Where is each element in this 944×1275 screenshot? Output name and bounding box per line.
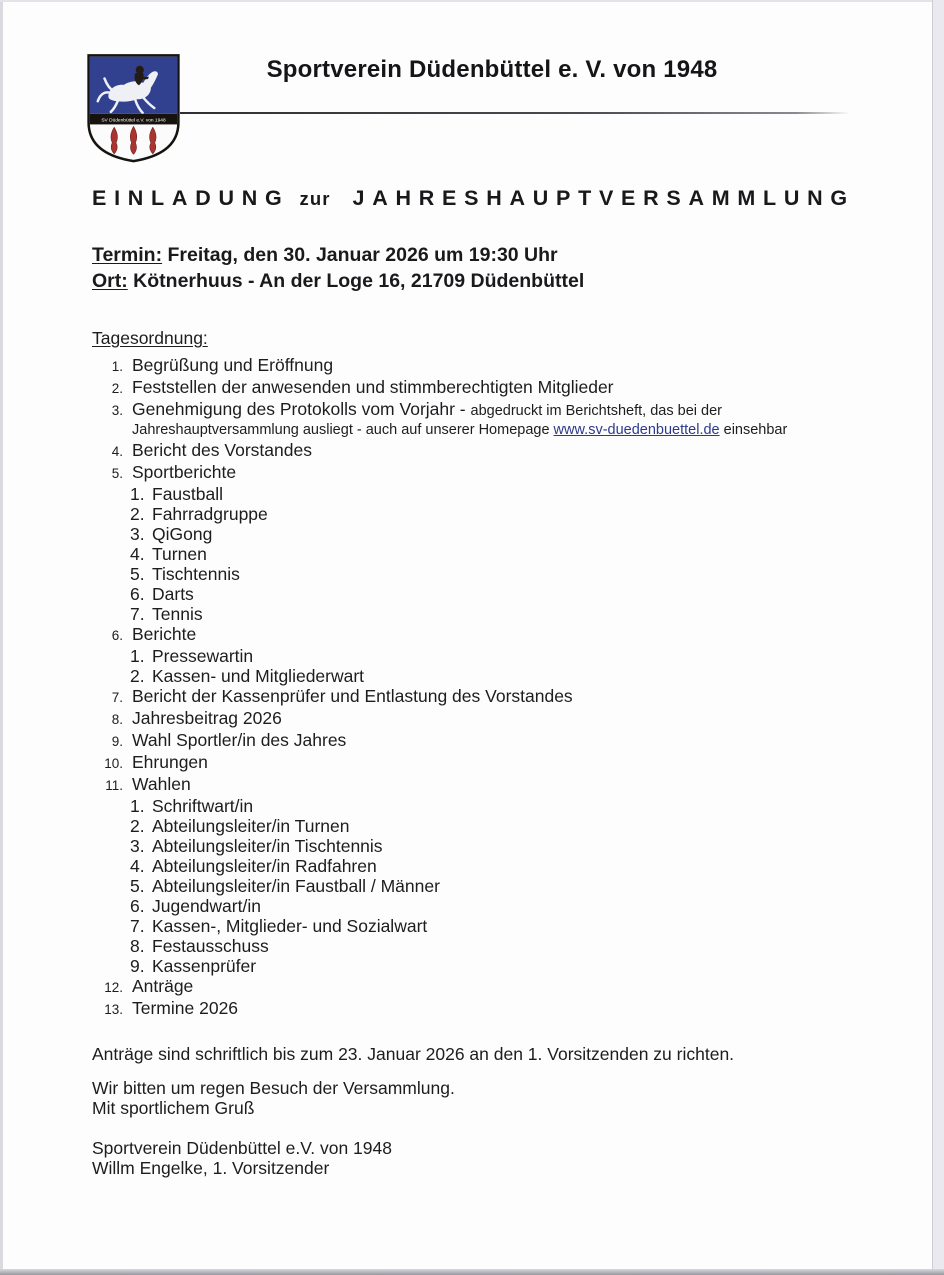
agenda-subitem — [130, 564, 882, 584]
agenda-item — [92, 730, 882, 752]
agenda-subitem — [130, 484, 882, 504]
agenda-subitem-number: 6. — [130, 584, 145, 604]
agenda-item — [92, 624, 882, 646]
agenda-item-text: Berichte — [132, 624, 197, 644]
agenda-item-content — [132, 624, 196, 646]
ort-label: Ort: — [92, 270, 128, 292]
agenda-subitem-content — [152, 876, 440, 896]
agenda-item-content — [132, 774, 191, 796]
agenda-subitem-text: Turnen — [152, 544, 207, 564]
agenda-item-text: Anträge — [132, 976, 194, 996]
agenda-item — [92, 686, 882, 708]
agenda-item-text: Termine 2026 — [132, 998, 239, 1018]
termin-value: Freitag, den 30. Januar 2026 um 19:30 Uhr — [162, 244, 558, 266]
agenda-subitem-content — [152, 604, 203, 624]
agenda-item-text: Wahl Sportler/in des Jahres — [132, 730, 347, 750]
agenda-subitem-content — [152, 544, 207, 564]
agenda-subitem-text: Kassen-, Mitglieder- und Sozialwart — [152, 916, 428, 936]
agenda-subitem-content — [152, 916, 427, 936]
agenda-subitem — [130, 584, 882, 604]
agenda-item-number: 8. — [111, 712, 123, 727]
agenda-subitem-number: 7. — [130, 604, 145, 624]
agenda-subitem-number: 5. — [130, 876, 145, 896]
agenda-subitem — [130, 796, 882, 816]
agenda-subitem-text: Tischtennis — [152, 564, 240, 584]
agenda-item-content — [132, 377, 614, 399]
agenda-subitem-number: 3. — [130, 524, 145, 544]
agenda-subitem-number: 2. — [130, 504, 145, 524]
closing-invite-line: Wir bitten um regen Besuch der Versammlung. — [92, 1078, 455, 1098]
agenda-subitem-text: Kassenprüfer — [152, 956, 257, 976]
scan-edge-bottom — [0, 1269, 944, 1275]
agenda-subitem — [130, 604, 882, 624]
agenda-item-number: 9. — [111, 734, 123, 749]
agenda-item-content — [132, 440, 312, 462]
agenda-subitem — [130, 916, 882, 936]
agenda-subitem-content — [152, 584, 194, 604]
homepage-link[interactable]: www.sv-duedenbuettel.de — [553, 422, 720, 438]
agenda-list — [92, 355, 882, 1020]
agenda-subitem-content — [152, 564, 240, 584]
agenda-item — [92, 774, 882, 796]
agenda-subitem — [130, 896, 882, 916]
agenda-subitem-text: Jugendwart/in — [152, 896, 261, 916]
agenda-subitem-number: 2. — [130, 816, 145, 836]
agenda-subitem-content — [152, 646, 253, 666]
agenda-item-text: Ehrungen — [132, 752, 208, 772]
signature-org-line: Sportverein Düdenbüttel e.V. von 1948 — [92, 1138, 392, 1158]
agenda-subitem-content — [152, 796, 253, 816]
agenda-note-before-link: Jahreshauptversammlung ausliegt - auch auf unserer Homepage — [132, 422, 554, 438]
agenda-subitem-text: Kassen- und Mitgliederwart — [152, 666, 365, 686]
agenda-item-text: Sportberichte — [132, 462, 237, 482]
agenda-item-content — [132, 686, 573, 708]
agenda-item — [92, 752, 882, 774]
agenda-item — [92, 377, 882, 399]
agenda-subitem — [130, 876, 882, 896]
invitation-heading-connector: zur — [299, 188, 331, 209]
agenda-item-number: 13. — [104, 1002, 123, 1017]
agenda-subitem-text: Tennis — [152, 604, 203, 624]
deadline-paragraph: Anträge sind schriftlich bis zum 23. Januar 2026 an den 1. Vorsitzenden zu richten. — [92, 1044, 735, 1064]
agenda-item-content — [132, 998, 238, 1020]
agenda-item-text: Genehmigung des Protokolls vom Vorjahr - — [132, 399, 471, 419]
agenda-item-content — [132, 462, 236, 484]
agenda-item-number: 7. — [111, 690, 123, 705]
agenda-subitem — [130, 956, 882, 976]
invitation-heading-word2: JAHRESHAUPTVERSAMMLUNG — [352, 186, 855, 210]
agenda-subitem-text: Schriftwart/in — [152, 796, 254, 816]
termin-line — [92, 242, 882, 268]
agenda-subitem — [130, 544, 882, 564]
agenda-item-content — [132, 752, 208, 774]
agenda-item-text: Feststellen der anwesenden und stimmberechtigten Mitglieder — [132, 377, 614, 397]
agenda-subitem-number: 1. — [130, 484, 145, 504]
termin-label: Termin: — [92, 244, 163, 266]
agenda-item-text: Bericht der Kassenprüfer und Entlastung des Vorstandes — [132, 686, 573, 706]
agenda-subitem-number: 1. — [130, 646, 145, 666]
agenda-item-content — [132, 708, 282, 730]
agenda-subitem-text: Darts — [152, 584, 194, 604]
scan-edge-right — [932, 0, 944, 1275]
agenda-subitem-content — [152, 836, 383, 856]
agenda-item-number: 5. — [111, 466, 123, 481]
agenda-item-text: Bericht des Vorstandes — [132, 440, 312, 460]
agenda-note-after-link: einsehbar — [719, 422, 788, 438]
letter-body — [92, 186, 882, 1178]
agenda-subitem-text: QiGong — [152, 524, 213, 544]
agenda-subitem-text: Abteilungsleiter/in Tischtennis — [152, 836, 383, 856]
event-details — [92, 242, 882, 294]
agenda-subitem-number: 8. — [130, 936, 145, 956]
agenda-subitem — [130, 646, 882, 666]
agenda-subitem-content — [152, 936, 269, 956]
agenda-item — [92, 976, 882, 998]
agenda-subitem-text: Pressewartin — [152, 646, 254, 666]
agenda-item-number: 3. — [111, 403, 123, 418]
agenda-item-content — [132, 399, 787, 440]
signature-block — [92, 1138, 882, 1178]
agenda-subitem-number: 5. — [130, 564, 145, 584]
ort-line — [92, 268, 882, 294]
agenda-item — [92, 355, 882, 377]
agenda-subitem-text: Fahrradgruppe — [152, 504, 268, 524]
agenda-subitem — [130, 816, 882, 836]
agenda-subitem-number: 3. — [130, 836, 145, 856]
agenda-item-number: 1. — [111, 359, 123, 374]
agenda-subitem-content — [152, 666, 364, 686]
agenda-subitem-number: 4. — [130, 544, 145, 564]
agenda-subitem — [130, 856, 882, 876]
crest-banner-text: SV Düdenbüttel e.V. von 1948 — [101, 118, 166, 124]
agenda-subitem-number: 6. — [130, 896, 145, 916]
agenda-item-content — [132, 976, 193, 998]
agenda-subitem-number: 4. — [130, 856, 145, 876]
agenda-item-text: Jahresbeitrag 2026 — [132, 708, 282, 728]
agenda-title: Tagesordnung: — [92, 328, 208, 348]
agenda-item-number: 4. — [111, 444, 123, 459]
agenda-item-text: Begrüßung und Eröffnung — [132, 355, 334, 375]
signature-name-line: Willm Engelke, 1. Vorsitzender — [92, 1158, 330, 1178]
closing-paragraph — [92, 1078, 882, 1118]
scan-edge-left — [0, 0, 3, 1275]
agenda-subitem-number: 1. — [130, 796, 145, 816]
agenda-subitem — [130, 936, 882, 956]
scan-edge-top — [0, 0, 944, 2]
agenda-subitem-text: Abteilungsleiter/in Radfahren — [152, 856, 377, 876]
agenda-item-note: abgedruckt im Berichtsheft, das bei der — [470, 403, 722, 419]
agenda-item-text: Wahlen — [132, 774, 191, 794]
agenda-subitem-content — [152, 956, 256, 976]
invitation-heading-word1: EINLADUNG — [92, 186, 290, 210]
agenda-item — [92, 462, 882, 484]
closing-greeting-line: Mit sportlichem Gruß — [92, 1098, 255, 1118]
agenda-subitem-number: 9. — [130, 956, 145, 976]
agenda-subitem-text: Abteilungsleiter/in Turnen — [152, 816, 350, 836]
invitation-heading — [92, 186, 882, 211]
agenda-item — [92, 708, 882, 730]
agenda-item-number: 10. — [104, 756, 123, 771]
header-divider-rule — [180, 112, 850, 114]
agenda-item — [92, 440, 882, 462]
page-title: Sportverein Düdenbüttel e. V. von 1948 — [266, 56, 718, 83]
agenda-subitem-text: Festausschuss — [152, 936, 269, 956]
agenda-subitem-content — [152, 524, 212, 544]
agenda-subitem — [130, 666, 882, 686]
agenda-item-content — [132, 730, 346, 752]
agenda-item-content — [132, 355, 333, 377]
agenda-subitem-content — [152, 856, 377, 876]
agenda-subitem-text: Faustball — [152, 484, 224, 504]
agenda-item — [92, 998, 882, 1020]
agenda-item-note-line2 — [132, 421, 787, 440]
agenda-item-number: 6. — [111, 628, 123, 643]
agenda-item-number: 2. — [111, 381, 123, 396]
agenda-item-number: 11. — [105, 778, 123, 793]
agenda-subitem-content — [152, 484, 223, 504]
agenda-subitem-number: 2. — [130, 666, 145, 686]
agenda-subitem-text: Abteilungsleiter/in Faustball / Männer — [152, 876, 440, 896]
agenda-subitem — [130, 836, 882, 856]
agenda-subitem-content — [152, 816, 349, 836]
agenda-item-number: 12. — [104, 980, 123, 995]
agenda-subitem-content — [152, 896, 261, 916]
agenda-subitem — [130, 524, 882, 544]
agenda-subitem — [130, 504, 882, 524]
agenda-subitem-content — [152, 504, 268, 524]
ort-value: Kötnerhuus - An der Loge 16, 21709 Düdenbüttel — [127, 270, 585, 292]
agenda-item — [92, 399, 882, 440]
agenda-subitem-number: 7. — [130, 916, 145, 936]
